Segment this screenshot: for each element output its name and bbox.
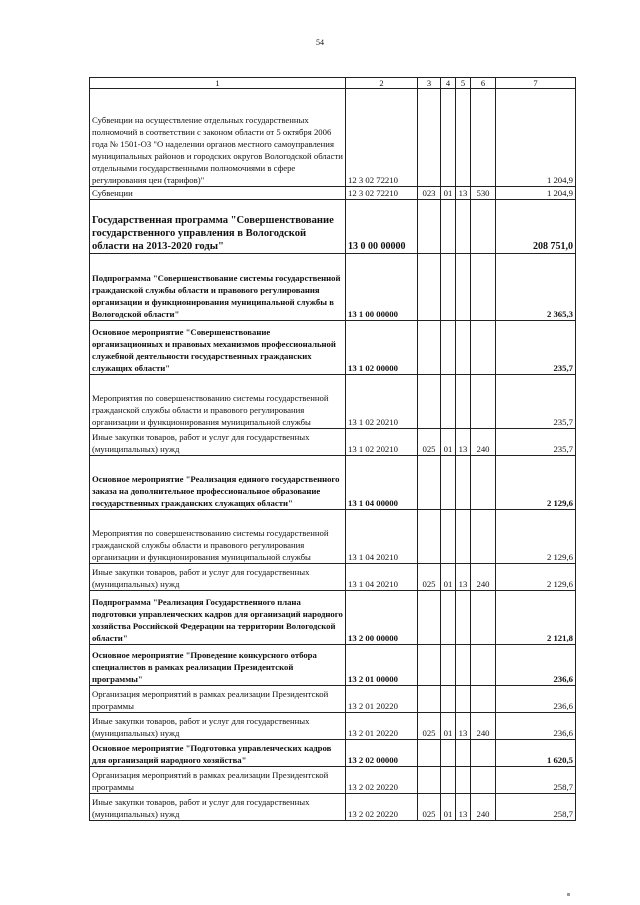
cell-name: Иные закупки товаров, работ и услуг для государственных (муниципальных) нужд (90, 564, 346, 591)
cell-expense-type: 240 (471, 429, 496, 456)
cell-amount: 2 129,6 (496, 456, 576, 510)
cell-section (441, 200, 456, 254)
cell-expense-type (471, 510, 496, 564)
cell-code: 13 0 00 00000 (346, 200, 418, 254)
cell-expense-type (471, 591, 496, 645)
table-row (90, 187, 576, 200)
cell-department (418, 686, 441, 713)
cell-department (418, 591, 441, 645)
cell-department (418, 375, 441, 429)
header-col-4: 4 (441, 78, 456, 89)
cell-amount: 2 129,6 (496, 510, 576, 564)
cell-subsection (456, 254, 471, 321)
cell-expense-type (471, 740, 496, 767)
cell-amount: 1 204,9 (496, 89, 576, 187)
table-row (90, 564, 576, 591)
cell-section: 01 (441, 429, 456, 456)
cell-department: 025 (418, 429, 441, 456)
cell-amount: 2 121,8 (496, 591, 576, 645)
cell-department (418, 200, 441, 254)
table-row (90, 591, 576, 645)
cell-subsection (456, 645, 471, 686)
cell-expense-type (471, 456, 496, 510)
cell-subsection (456, 510, 471, 564)
cell-name: Иные закупки товаров, работ и услуг для государственных (муниципальных) нужд (90, 794, 346, 821)
cell-amount: 258,7 (496, 794, 576, 821)
cell-name: Основное мероприятие "Подготовка управленческих кадров для организаций народного хозяйства" (90, 740, 346, 767)
cell-section: 01 (441, 794, 456, 821)
header-col-3: 3 (418, 78, 441, 89)
cell-expense-type (471, 321, 496, 375)
table-row (90, 794, 576, 821)
header-col-5: 5 (456, 78, 471, 89)
cell-expense-type: 240 (471, 713, 496, 740)
cell-code: 13 2 01 20220 (346, 713, 418, 740)
cell-expense-type (471, 200, 496, 254)
cell-name: Государственная программа "Совершенствование государственного управления в Вологодской области на 2013-2020 годы" (90, 200, 346, 254)
cell-amount: 1 620,5 (496, 740, 576, 767)
cell-amount: 236,6 (496, 645, 576, 686)
cell-expense-type (471, 375, 496, 429)
page-number: 54 (316, 38, 324, 47)
cell-expense-type (471, 686, 496, 713)
cell-code: 13 1 02 20210 (346, 375, 418, 429)
table-row (90, 686, 576, 713)
cell-section (441, 645, 456, 686)
cell-department (418, 740, 441, 767)
cell-section (441, 740, 456, 767)
cell-amount: 235,7 (496, 375, 576, 429)
cell-section (441, 591, 456, 645)
cell-section (441, 321, 456, 375)
cell-department: 023 (418, 187, 441, 200)
cell-expense-type: 530 (471, 187, 496, 200)
cell-department (418, 254, 441, 321)
table-row (90, 254, 576, 321)
header-col-2: 2 (346, 78, 418, 89)
cell-name: Основное мероприятие "Совершенствование организационных и правовых механизмов профессиональной служебной деятельности государственных гражданских служащих области" (90, 321, 346, 375)
table-body (90, 89, 576, 821)
cell-department (418, 456, 441, 510)
cell-code: 13 1 04 00000 (346, 456, 418, 510)
cell-expense-type (471, 645, 496, 686)
cell-department (418, 510, 441, 564)
cell-code: 13 2 02 00000 (346, 740, 418, 767)
header-col-6: 6 (471, 78, 496, 89)
header-col-7: 7 (496, 78, 576, 89)
cell-amount: 2 129,6 (496, 564, 576, 591)
cell-name: Иные закупки товаров, работ и услуг для государственных (муниципальных) нужд (90, 429, 346, 456)
cell-section (441, 767, 456, 794)
cell-name: Субвенции на осуществление отдельных государственных полномочий в соответствии с законом области от 5 октября 2006 года № 1501-ОЗ "О наделении органов местного самоуправления муниципальных районов и городских округов Вологодской области отдельными государственными полномочиями в сфере регулирования цен (тарифов)" (90, 89, 346, 187)
cell-section (441, 456, 456, 510)
cell-section (441, 375, 456, 429)
cell-code: 13 2 00 00000 (346, 591, 418, 645)
cell-section: 01 (441, 713, 456, 740)
cell-name: Подпрограмма "Совершенствование системы государственной гражданской службы области и правового регулирования организации и функционирования муниципальной службы в Вологодской области" (90, 254, 346, 321)
cell-department: 025 (418, 713, 441, 740)
table-row (90, 375, 576, 429)
cell-section (441, 89, 456, 187)
cell-name: Основное мероприятие "Реализация единого государственного заказа на дополнительное профессиональное образование государственных гражданских служащих области" (90, 456, 346, 510)
cell-section (441, 510, 456, 564)
cell-subsection: 13 (456, 713, 471, 740)
cell-department (418, 767, 441, 794)
cell-subsection: 13 (456, 564, 471, 591)
cell-subsection (456, 686, 471, 713)
cell-subsection (456, 89, 471, 187)
cell-section (441, 686, 456, 713)
cell-code: 13 2 01 20220 (346, 686, 418, 713)
cell-amount: 235,7 (496, 429, 576, 456)
cell-section: 01 (441, 187, 456, 200)
cell-code: 13 1 02 00000 (346, 321, 418, 375)
cell-subsection (456, 767, 471, 794)
table-row (90, 456, 576, 510)
cell-amount: 236,6 (496, 686, 576, 713)
cell-code: 13 1 00 00000 (346, 254, 418, 321)
cell-department (418, 645, 441, 686)
table-row (90, 767, 576, 794)
cell-amount: 1 204,9 (496, 187, 576, 200)
scan-dot (567, 893, 570, 896)
cell-name: Мероприятия по совершенствованию системы государственной гражданской службы области и правового регулирования организации и функционирования муниципальной службы (90, 510, 346, 564)
cell-subsection (456, 591, 471, 645)
cell-subsection: 13 (456, 429, 471, 456)
cell-name: Иные закупки товаров, работ и услуг для государственных (муниципальных) нужд (90, 713, 346, 740)
cell-department: 025 (418, 794, 441, 821)
table-row (90, 429, 576, 456)
cell-subsection (456, 200, 471, 254)
table-row (90, 510, 576, 564)
cell-section: 01 (441, 564, 456, 591)
cell-section (441, 254, 456, 321)
cell-department: 025 (418, 564, 441, 591)
cell-amount: 258,7 (496, 767, 576, 794)
cell-amount: 2 365,3 (496, 254, 576, 321)
cell-subsection (456, 375, 471, 429)
cell-code: 12 3 02 72210 (346, 89, 418, 187)
cell-amount: 235,7 (496, 321, 576, 375)
cell-expense-type (471, 89, 496, 187)
cell-name: Организация мероприятий в рамках реализации Президентской программы (90, 767, 346, 794)
table-row (90, 321, 576, 375)
cell-amount: 236,6 (496, 713, 576, 740)
cell-department (418, 89, 441, 187)
cell-code: 13 2 01 00000 (346, 645, 418, 686)
table-row (90, 200, 576, 254)
cell-name: Основное мероприятие "Проведение конкурсного отбора специалистов в рамках реализации Президентской программы" (90, 645, 346, 686)
table-row (90, 740, 576, 767)
cell-subsection: 13 (456, 187, 471, 200)
header-col-1: 1 (90, 78, 346, 89)
cell-name: Организация мероприятий в рамках реализации Президентской программы (90, 686, 346, 713)
cell-code: 13 2 02 20220 (346, 767, 418, 794)
header-row (90, 78, 576, 89)
table-row (90, 713, 576, 740)
cell-code: 13 2 02 20220 (346, 794, 418, 821)
cell-expense-type (471, 254, 496, 321)
cell-code: 13 1 02 20210 (346, 429, 418, 456)
cell-expense-type: 240 (471, 564, 496, 591)
cell-code: 12 3 02 72210 (346, 187, 418, 200)
cell-name: Субвенции (90, 187, 346, 200)
cell-expense-type: 240 (471, 794, 496, 821)
table-row (90, 89, 576, 187)
cell-name: Мероприятия по совершенствованию системы государственной гражданской службы области и правового регулирования организации и функционирования муниципальной службы (90, 375, 346, 429)
cell-subsection (456, 456, 471, 510)
cell-code: 13 1 04 20210 (346, 564, 418, 591)
cell-subsection: 13 (456, 794, 471, 821)
cell-name: Подпрограмма "Реализация Государственного плана подготовки управленческих кадров для организаций народного хозяйства Российской Федерации на территории Вологодской области" (90, 591, 346, 645)
cell-code: 13 1 04 20210 (346, 510, 418, 564)
cell-subsection (456, 740, 471, 767)
cell-subsection (456, 321, 471, 375)
cell-amount: 208 751,0 (496, 200, 576, 254)
table-row (90, 645, 576, 686)
cell-expense-type (471, 767, 496, 794)
budget-table (89, 77, 576, 821)
cell-department (418, 321, 441, 375)
